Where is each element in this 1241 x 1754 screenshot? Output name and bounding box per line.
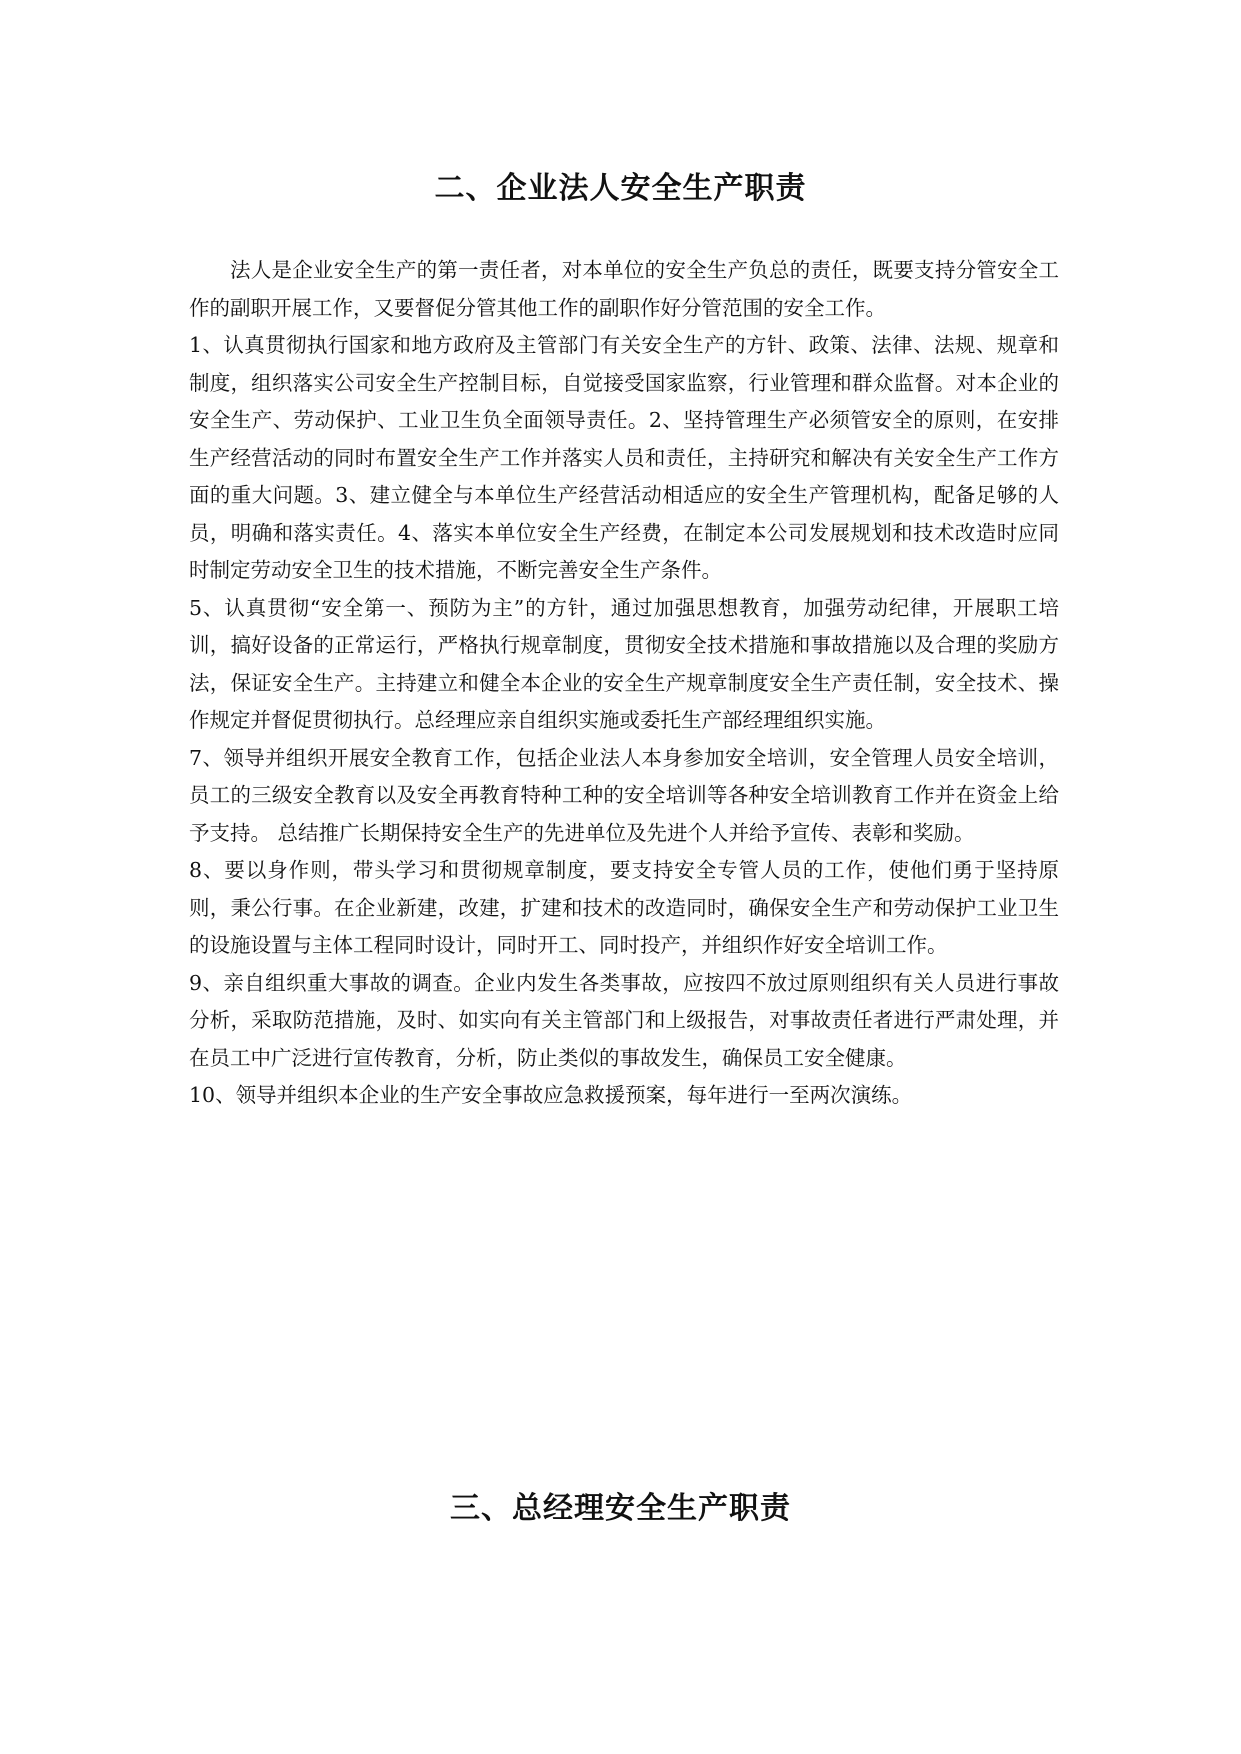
section-three-title: 三、总经理安全生产职责 (450, 1491, 791, 1526)
duty-item-5: 5、认真贯彻“安全第一、预防为主”的方针，通过加强思想教育，加强劳动纪律，开展职工培训，搞好设备的正常运行，严格执行规章制度，贯彻安全技术措施和事故措施以及合理的奖励方法，保证安全生产。主持建立和健全本企业的安全生产规章制度安全生产责任制，安全技术、操作规定并督促贯彻执行。总经理应亲自组织实施或委托生产部经理组织实施。 (189, 595, 1059, 732)
section-two-body (189, 252, 1059, 1115)
intro-paragraph: 法人是企业安全生产的第一责任者，对本单位的安全生产负总的责任，既要支持分管安全工作的副职开展工作，又要督促分管其他工作的副职作好分管范围的安全工作。 (189, 258, 1059, 320)
duty-item-7: 7、领导并组织开展安全教育工作，包括企业法人本身参加安全培训，安全管理人员安全培训，员工的三级安全教育以及安全再教育特种工种的安全培训等各种安全培训教育工作并在资金上给予支持。 总结推广长期保持安全生产的先进单位及先进个人并给予宣传、表彰和奖励。 (189, 745, 1059, 845)
duty-item-1-4: 1、认真贯彻执行国家和地方政府及主管部门有关安全生产的方针、政策、法律、法规、规章和制度，组织落实公司安全生产控制目标，自觉接受国家监察，行业管理和群众监督。对本企业的安全生产、劳动保护、工业卫生负全面领导责任。2、坚持管理生产必须管安全的原则，在安排生产经营活动的同时布置安全生产工作并落实人员和责任，主持研究和解决有关安全生产工作方面的重大问题。3、建立健全与本单位生产经营活动相适应的安全生产管理机构，配备足够的人员，明确和落实责任。4、落实本单位安全生产经费，在制定本公司发展规划和技术改造时应同时制定劳动安全卫生的技术措施，不断完善安全生产条件。 (189, 333, 1059, 582)
duty-item-9: 9、亲自组织重大事故的调查。企业内发生各类事故，应按四不放过原则组织有关人员进行事故分析，采取防范措施，及时、如实向有关主管部门和上级报告，对事故责任者进行严肃处理，并在员工中广泛进行宣传教育，分析，防止类似的事故发生，确保员工安全健康。 (189, 970, 1059, 1070)
duty-item-8: 8、要以身作则，带头学习和贯彻规章制度，要支持安全专管人员的工作，使他们勇于坚持原则，秉公行事。在企业新建，改建，扩建和技术的改造同时，确保安全生产和劳动保护工业卫生的设施设置与主体工程同时设计，同时开工、同时投产，并组织作好安全培训工作。 (189, 858, 1059, 957)
duty-item-10: 10、领导并组织本企业的生产安全事故应急救援预案，每年进行一至两次演练。 (189, 1083, 913, 1107)
section-two-title: 二、企业法人安全生产职责 (434, 171, 807, 206)
